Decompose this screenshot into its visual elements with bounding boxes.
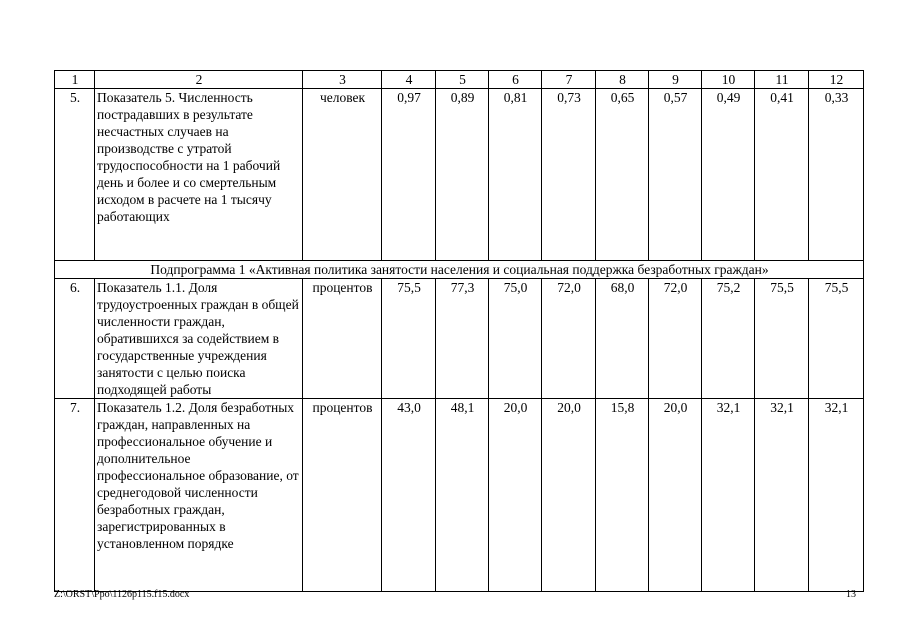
footer-file-path: Z:\ORST\Ppo\1126p115.f15.docx bbox=[54, 589, 190, 600]
value-cell: 77,3 bbox=[436, 279, 489, 399]
subprogram-title: Подпрограмма 1 «Активная политика занятости населения и социальная поддержка безработных граждан» bbox=[55, 261, 864, 279]
value-cell: 75,5 bbox=[809, 279, 864, 399]
row-number: 6. bbox=[55, 279, 95, 399]
indicator-name: Показатель 1.1. Доля трудоустроенных граждан в общей численности граждан, обратившихся за содействием в государственные учреждения занятости с целью поиска подходящей работы bbox=[95, 279, 303, 399]
value-cell: 0,73 bbox=[542, 89, 596, 261]
header-row bbox=[55, 71, 864, 89]
indicator-name: Показатель 5. Численность пострадавших в результате несчастных случаев на производстве с утратой трудоспособности на 1 рабочий день и более и со смертельным исходом в расчете на 1 тысячу работающих bbox=[95, 89, 303, 261]
value-cell: 43,0 bbox=[382, 399, 436, 592]
value-cell: 0,33 bbox=[809, 89, 864, 261]
table-row bbox=[55, 399, 864, 592]
value-cell: 32,1 bbox=[755, 399, 809, 592]
value-cell: 75,5 bbox=[382, 279, 436, 399]
value-cell: 72,0 bbox=[649, 279, 702, 399]
header-cell: 1 bbox=[55, 71, 95, 89]
header-cell: 2 bbox=[95, 71, 303, 89]
value-cell: 68,0 bbox=[596, 279, 649, 399]
value-cell: 0,49 bbox=[702, 89, 755, 261]
header-cell: 11 bbox=[755, 71, 809, 89]
header-cell: 8 bbox=[596, 71, 649, 89]
header-cell: 3 bbox=[303, 71, 382, 89]
unit: процентов bbox=[303, 399, 382, 592]
header-cell: 10 bbox=[702, 71, 755, 89]
unit: человек bbox=[303, 89, 382, 261]
value-cell: 20,0 bbox=[489, 399, 542, 592]
header-cell: 4 bbox=[382, 71, 436, 89]
value-cell: 72,0 bbox=[542, 279, 596, 399]
header-cell: 6 bbox=[489, 71, 542, 89]
value-cell: 75,2 bbox=[702, 279, 755, 399]
table-row bbox=[55, 89, 864, 261]
value-cell: 48,1 bbox=[436, 399, 489, 592]
value-cell: 15,8 bbox=[596, 399, 649, 592]
value-cell: 75,0 bbox=[489, 279, 542, 399]
row-number: 5. bbox=[55, 89, 95, 261]
value-cell: 75,5 bbox=[755, 279, 809, 399]
indicator-name: Показатель 1.2. Доля безработных граждан, направленных на профессиональное обучение и дополнительное профессиональное образование, от среднегодовой численности безработных граждан, зарегистрированных в установленном порядке bbox=[95, 399, 303, 592]
page-number: 13 bbox=[846, 589, 856, 600]
value-cell: 0,97 bbox=[382, 89, 436, 261]
value-cell: 0,65 bbox=[596, 89, 649, 261]
value-cell: 0,57 bbox=[649, 89, 702, 261]
value-cell: 32,1 bbox=[809, 399, 864, 592]
row-number: 7. bbox=[55, 399, 95, 592]
value-cell: 20,0 bbox=[649, 399, 702, 592]
value-cell: 32,1 bbox=[702, 399, 755, 592]
table-row bbox=[55, 279, 864, 399]
indicators-table bbox=[54, 70, 864, 592]
value-cell: 0,41 bbox=[755, 89, 809, 261]
value-cell: 0,81 bbox=[489, 89, 542, 261]
unit: процентов bbox=[303, 279, 382, 399]
header-cell: 7 bbox=[542, 71, 596, 89]
header-cell: 9 bbox=[649, 71, 702, 89]
value-cell: 20,0 bbox=[542, 399, 596, 592]
value-cell: 0,89 bbox=[436, 89, 489, 261]
header-cell: 5 bbox=[436, 71, 489, 89]
header-cell: 12 bbox=[809, 71, 864, 89]
subprogram-row bbox=[55, 261, 864, 279]
